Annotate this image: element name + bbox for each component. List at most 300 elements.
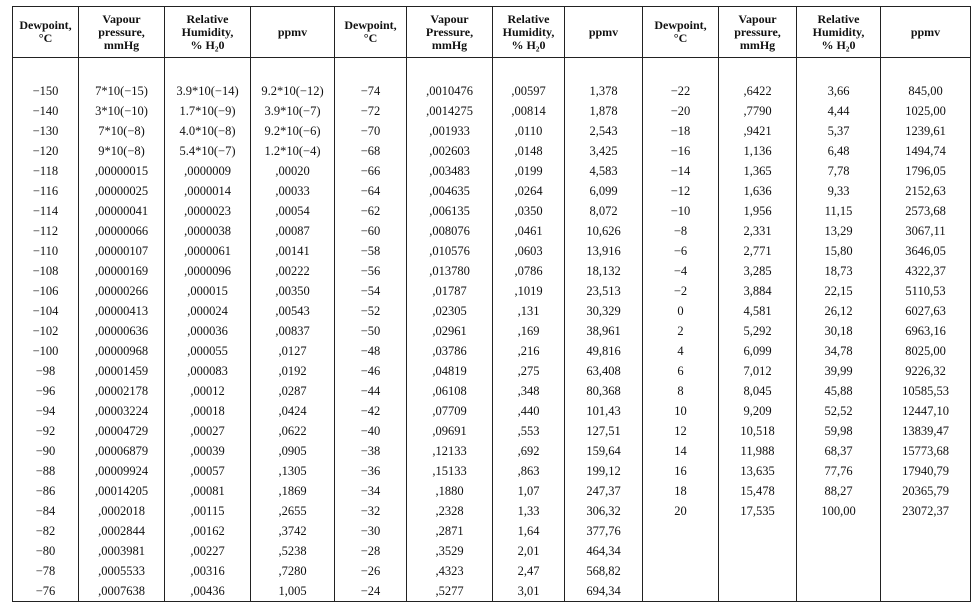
- vapour-pressure-cell: 8,045: [719, 381, 797, 401]
- vapour-pressure-cell: ,010576: [407, 241, 493, 261]
- dewpoint-cell: −6: [643, 241, 719, 261]
- ppmv-cell: 4322,37: [881, 261, 971, 281]
- relative-humidity-cell: ,216: [493, 341, 565, 361]
- dewpoint-cell: −46: [335, 361, 407, 381]
- relative-humidity-cell: 9,33: [797, 181, 881, 201]
- ppmv-cell: ,7280: [251, 561, 335, 581]
- dewpoint-cell: −98: [13, 361, 79, 381]
- dewpoint-cell: −84: [13, 501, 79, 521]
- dewpoint-cell: −116: [13, 181, 79, 201]
- vapour-pressure-cell: [719, 521, 797, 541]
- dewpoint-cell: −52: [335, 301, 407, 321]
- relative-humidity-cell: ,0461: [493, 221, 565, 241]
- header-dewpoint: Dewpoint, °C: [335, 7, 407, 58]
- table-row: [13, 541, 971, 561]
- relative-humidity-cell: 34,78: [797, 341, 881, 361]
- ppmv-cell: 306,32: [565, 501, 643, 521]
- vapour-pressure-cell: ,5277: [407, 581, 493, 602]
- table-row: [13, 461, 971, 481]
- vapour-pressure-cell: ,00000636: [79, 321, 165, 341]
- spacer-cell: [165, 58, 251, 82]
- relative-humidity-cell: [797, 541, 881, 561]
- relative-humidity-cell: 1,33: [493, 501, 565, 521]
- relative-humidity-cell: ,553: [493, 421, 565, 441]
- vapour-pressure-cell: ,0005533: [79, 561, 165, 581]
- vapour-pressure-cell: 2,331: [719, 221, 797, 241]
- relative-humidity-cell: ,0350: [493, 201, 565, 221]
- ppmv-cell: ,00033: [251, 181, 335, 201]
- relative-humidity-cell: ,00115: [165, 501, 251, 521]
- relative-humidity-cell: ,0199: [493, 161, 565, 181]
- relative-humidity-cell: ,0110: [493, 121, 565, 141]
- ppmv-cell: 1.2*10(−4): [251, 141, 335, 161]
- ppmv-cell: 1494,74: [881, 141, 971, 161]
- header-vapour-pressure: Vapour pressure, mmHg: [719, 7, 797, 58]
- ppmv-cell: 6,099: [565, 181, 643, 201]
- table-body: [13, 58, 971, 602]
- vapour-pressure-cell: ,00000015: [79, 161, 165, 181]
- dewpoint-cell: [643, 521, 719, 541]
- ppmv-cell: 10585,53: [881, 381, 971, 401]
- ppmv-cell: 568,82: [565, 561, 643, 581]
- vapour-pressure-cell: ,07709: [407, 401, 493, 421]
- relative-humidity-cell: ,00057: [165, 461, 251, 481]
- vapour-pressure-cell: ,02305: [407, 301, 493, 321]
- dewpoint-cell: 18: [643, 481, 719, 501]
- vapour-pressure-cell: [719, 581, 797, 602]
- dewpoint-cell: −62: [335, 201, 407, 221]
- table-row: [13, 101, 971, 121]
- table-row: [13, 521, 971, 541]
- vapour-pressure-cell: ,002603: [407, 141, 493, 161]
- vapour-pressure-cell: ,03786: [407, 341, 493, 361]
- vapour-pressure-cell: ,00000968: [79, 341, 165, 361]
- relative-humidity-cell: ,275: [493, 361, 565, 381]
- dewpoint-cell: 14: [643, 441, 719, 461]
- relative-humidity-cell: ,0000023: [165, 201, 251, 221]
- dewpoint-cell: −66: [335, 161, 407, 181]
- vapour-pressure-cell: ,008076: [407, 221, 493, 241]
- relative-humidity-cell: ,0603: [493, 241, 565, 261]
- dewpoint-cell: −68: [335, 141, 407, 161]
- dewpoint-cell: −12: [643, 181, 719, 201]
- vapour-pressure-cell: ,00000107: [79, 241, 165, 261]
- spacer-row: [13, 58, 971, 82]
- vapour-pressure-cell: ,9421: [719, 121, 797, 141]
- relative-humidity-cell: 11,15: [797, 201, 881, 221]
- ppmv-cell: 20365,79: [881, 481, 971, 501]
- table-row: [13, 301, 971, 321]
- vapour-pressure-cell: ,00003224: [79, 401, 165, 421]
- relative-humidity-cell: ,000015: [165, 281, 251, 301]
- vapour-pressure-cell: ,0003981: [79, 541, 165, 561]
- table-row: [13, 281, 971, 301]
- dewpoint-cell: 0: [643, 301, 719, 321]
- ppmv-cell: 80,368: [565, 381, 643, 401]
- vapour-pressure-cell: ,00001459: [79, 361, 165, 381]
- dewpoint-cell: 10: [643, 401, 719, 421]
- dewpoint-cell: −60: [335, 221, 407, 241]
- header-relative-humidity: Relative Humidity, % H₂0: [165, 7, 251, 58]
- ppmv-cell: 38,961: [565, 321, 643, 341]
- relative-humidity-cell: 2,47: [493, 561, 565, 581]
- dewpoint-cell: [643, 541, 719, 561]
- dewpoint-cell: −150: [13, 81, 79, 101]
- vapour-pressure-cell: ,00000066: [79, 221, 165, 241]
- vapour-pressure-cell: ,00006879: [79, 441, 165, 461]
- dewpoint-cell: −58: [335, 241, 407, 261]
- vapour-pressure-cell: ,01787: [407, 281, 493, 301]
- ppmv-cell: 845,00: [881, 81, 971, 101]
- relative-humidity-cell: ,00436: [165, 581, 251, 602]
- ppmv-cell: 30,329: [565, 301, 643, 321]
- ppmv-cell: 9.2*10(−12): [251, 81, 335, 101]
- table-row: [13, 341, 971, 361]
- dewpoint-cell: −94: [13, 401, 79, 421]
- relative-humidity-cell: 5,37: [797, 121, 881, 141]
- spacer-cell: [719, 58, 797, 82]
- dewpoint-cell: −20: [643, 101, 719, 121]
- relative-humidity-cell: ,0000009: [165, 161, 251, 181]
- vapour-pressure-cell: ,00000169: [79, 261, 165, 281]
- table-row: [13, 561, 971, 581]
- ppmv-cell: ,00141: [251, 241, 335, 261]
- relative-humidity-cell: ,692: [493, 441, 565, 461]
- vapour-pressure-cell: ,15133: [407, 461, 493, 481]
- table-row: [13, 321, 971, 341]
- ppmv-cell: ,0127: [251, 341, 335, 361]
- relative-humidity-cell: 4,44: [797, 101, 881, 121]
- ppmv-cell: 1,878: [565, 101, 643, 121]
- dewpoint-cell: −56: [335, 261, 407, 281]
- dewpoint-cell: −42: [335, 401, 407, 421]
- relative-humidity-cell: ,0786: [493, 261, 565, 281]
- vapour-pressure-cell: 15,478: [719, 481, 797, 501]
- ppmv-cell: [881, 581, 971, 602]
- header-relative-humidity: Relative Humidity, % H₂0: [493, 7, 565, 58]
- dewpoint-cell: −104: [13, 301, 79, 321]
- vapour-pressure-cell: ,003483: [407, 161, 493, 181]
- relative-humidity-cell: 6,48: [797, 141, 881, 161]
- dewpoint-cell: −86: [13, 481, 79, 501]
- dewpoint-cell: 2: [643, 321, 719, 341]
- vapour-pressure-cell: 9,209: [719, 401, 797, 421]
- header-ppmv: ppmv: [881, 7, 971, 58]
- dewpoint-cell: −96: [13, 381, 79, 401]
- vapour-pressure-cell: ,09691: [407, 421, 493, 441]
- ppmv-cell: 17940,79: [881, 461, 971, 481]
- relative-humidity-cell: ,131: [493, 301, 565, 321]
- dewpoint-cell: 12: [643, 421, 719, 441]
- dewpoint-cell: −8: [643, 221, 719, 241]
- vapour-pressure-cell: ,0002018: [79, 501, 165, 521]
- vapour-pressure-cell: 4,581: [719, 301, 797, 321]
- relative-humidity-cell: 1,07: [493, 481, 565, 501]
- ppmv-cell: 694,34: [565, 581, 643, 602]
- dewpoint-cell: −72: [335, 101, 407, 121]
- relative-humidity-cell: ,00039: [165, 441, 251, 461]
- relative-humidity-cell: ,00814: [493, 101, 565, 121]
- ppmv-cell: [881, 541, 971, 561]
- vapour-pressure-cell: [719, 561, 797, 581]
- dewpoint-cell: −70: [335, 121, 407, 141]
- dewpoint-cell: 6: [643, 361, 719, 381]
- vapour-pressure-cell: ,001933: [407, 121, 493, 141]
- vapour-pressure-cell: 5,292: [719, 321, 797, 341]
- dewpoint-cell: −54: [335, 281, 407, 301]
- dewpoint-cell: −140: [13, 101, 79, 121]
- vapour-pressure-cell: ,013780: [407, 261, 493, 281]
- relative-humidity-cell: [797, 521, 881, 541]
- ppmv-cell: 1796,05: [881, 161, 971, 181]
- ppmv-cell: ,0424: [251, 401, 335, 421]
- ppmv-cell: 3067,11: [881, 221, 971, 241]
- relative-humidity-cell: 5.4*10(−7): [165, 141, 251, 161]
- ppmv-cell: ,00054: [251, 201, 335, 221]
- vapour-pressure-cell: ,006135: [407, 201, 493, 221]
- relative-humidity-cell: ,000055: [165, 341, 251, 361]
- vapour-pressure-cell: ,1880: [407, 481, 493, 501]
- dewpoint-cell: −82: [13, 521, 79, 541]
- dewpoint-cell: −64: [335, 181, 407, 201]
- ppmv-cell: 101,43: [565, 401, 643, 421]
- vapour-pressure-cell: 6,099: [719, 341, 797, 361]
- vapour-pressure-cell: 11,988: [719, 441, 797, 461]
- dewpoint-cell: −78: [13, 561, 79, 581]
- ppmv-cell: 1,005: [251, 581, 335, 602]
- vapour-pressure-cell: ,00002178: [79, 381, 165, 401]
- vapour-pressure-cell: ,004635: [407, 181, 493, 201]
- relative-humidity-cell: ,0000038: [165, 221, 251, 241]
- dewpoint-cell: −22: [643, 81, 719, 101]
- table-row: [13, 241, 971, 261]
- spacer-cell: [881, 58, 971, 82]
- relative-humidity-cell: ,00162: [165, 521, 251, 541]
- ppmv-cell: 15773,68: [881, 441, 971, 461]
- dewpoint-cell: −106: [13, 281, 79, 301]
- vapour-pressure-cell: 1,636: [719, 181, 797, 201]
- ppmv-cell: 63,408: [565, 361, 643, 381]
- relative-humidity-cell: 1,64: [493, 521, 565, 541]
- dewpoint-cell: −76: [13, 581, 79, 602]
- spacer-cell: [335, 58, 407, 82]
- ppmv-cell: 2573,68: [881, 201, 971, 221]
- dewpoint-cell: [643, 561, 719, 581]
- ppmv-cell: 6027,63: [881, 301, 971, 321]
- ppmv-cell: 13839,47: [881, 421, 971, 441]
- table-row: [13, 441, 971, 461]
- header-vapour-pressure: Vapour Pressure, mmHg: [407, 7, 493, 58]
- ppmv-cell: 2,543: [565, 121, 643, 141]
- ppmv-cell: ,0192: [251, 361, 335, 381]
- header-row: [13, 7, 971, 58]
- vapour-pressure-cell: 3,285: [719, 261, 797, 281]
- relative-humidity-cell: 45,88: [797, 381, 881, 401]
- ppmv-cell: 8025,00: [881, 341, 971, 361]
- ppmv-cell: ,00350: [251, 281, 335, 301]
- relative-humidity-cell: 13,29: [797, 221, 881, 241]
- ppmv-cell: [881, 561, 971, 581]
- relative-humidity-cell: ,000083: [165, 361, 251, 381]
- dewpoint-cell: −24: [335, 581, 407, 602]
- dewpoint-cell: −90: [13, 441, 79, 461]
- vapour-pressure-cell: 13,635: [719, 461, 797, 481]
- relative-humidity-cell: ,00027: [165, 421, 251, 441]
- table-row: [13, 361, 971, 381]
- relative-humidity-cell: 3,01: [493, 581, 565, 602]
- relative-humidity-cell: ,0000061: [165, 241, 251, 261]
- relative-humidity-cell: 1.7*10(−9): [165, 101, 251, 121]
- ppmv-cell: 23,513: [565, 281, 643, 301]
- dewpoint-cell: −40: [335, 421, 407, 441]
- ppmv-cell: 13,916: [565, 241, 643, 261]
- dewpoint-cell: −88: [13, 461, 79, 481]
- relative-humidity-cell: ,0000014: [165, 181, 251, 201]
- ppmv-cell: 3,425: [565, 141, 643, 161]
- dewpoint-cell: −130: [13, 121, 79, 141]
- header-dewpoint: Dewpoint, °C: [13, 7, 79, 58]
- vapour-pressure-cell: 1,365: [719, 161, 797, 181]
- ppmv-cell: [881, 521, 971, 541]
- spacer-cell: [565, 58, 643, 82]
- ppmv-cell: 12447,10: [881, 401, 971, 421]
- vapour-pressure-cell: ,04819: [407, 361, 493, 381]
- ppmv-cell: ,1869: [251, 481, 335, 501]
- dewpoint-cell: 20: [643, 501, 719, 521]
- ppmv-cell: ,0622: [251, 421, 335, 441]
- relative-humidity-cell: ,1019: [493, 281, 565, 301]
- header-vapour-pressure: Vapour pressure, mmHg: [79, 7, 165, 58]
- spacer-cell: [13, 58, 79, 82]
- relative-humidity-cell: 39,99: [797, 361, 881, 381]
- relative-humidity-cell: ,0264: [493, 181, 565, 201]
- spacer-cell: [493, 58, 565, 82]
- relative-humidity-cell: 88,27: [797, 481, 881, 501]
- relative-humidity-cell: 26,12: [797, 301, 881, 321]
- spacer-cell: [643, 58, 719, 82]
- vapour-pressure-cell: 9*10(−8): [79, 141, 165, 161]
- dewpoint-cell: −74: [335, 81, 407, 101]
- ppmv-cell: 6963,16: [881, 321, 971, 341]
- ppmv-cell: ,0905: [251, 441, 335, 461]
- ppmv-cell: ,5238: [251, 541, 335, 561]
- dewpoint-cell: −14: [643, 161, 719, 181]
- relative-humidity-cell: ,0000096: [165, 261, 251, 281]
- ppmv-cell: 2152,63: [881, 181, 971, 201]
- ppmv-cell: 9226,32: [881, 361, 971, 381]
- table-row: [13, 121, 971, 141]
- vapour-pressure-cell: ,0007638: [79, 581, 165, 602]
- relative-humidity-cell: 77,76: [797, 461, 881, 481]
- dewpoint-cell: −80: [13, 541, 79, 561]
- relative-humidity-cell: 18,73: [797, 261, 881, 281]
- vapour-pressure-cell: 1,956: [719, 201, 797, 221]
- spacer-cell: [797, 58, 881, 82]
- relative-humidity-cell: ,440: [493, 401, 565, 421]
- ppmv-cell: 199,12: [565, 461, 643, 481]
- ppmv-cell: ,1305: [251, 461, 335, 481]
- relative-humidity-cell: 68,37: [797, 441, 881, 461]
- ppmv-cell: 18,132: [565, 261, 643, 281]
- relative-humidity-cell: 100,00: [797, 501, 881, 521]
- relative-humidity-cell: ,00597: [493, 81, 565, 101]
- ppmv-cell: ,00543: [251, 301, 335, 321]
- dewpoint-cell: −34: [335, 481, 407, 501]
- table-row: [13, 141, 971, 161]
- ppmv-cell: 5110,53: [881, 281, 971, 301]
- dewpoint-cell: −112: [13, 221, 79, 241]
- vapour-pressure-cell: ,00000266: [79, 281, 165, 301]
- dewpoint-cell: 8: [643, 381, 719, 401]
- vapour-pressure-cell: ,00000413: [79, 301, 165, 321]
- header-dewpoint: Dewpoint, °C: [643, 7, 719, 58]
- dewpoint-cell: −44: [335, 381, 407, 401]
- vapour-pressure-cell: 1,136: [719, 141, 797, 161]
- table-row: [13, 181, 971, 201]
- relative-humidity-cell: 59,98: [797, 421, 881, 441]
- ppmv-cell: ,00222: [251, 261, 335, 281]
- ppmv-cell: 377,76: [565, 521, 643, 541]
- table-row: [13, 421, 971, 441]
- vapour-pressure-cell: ,6422: [719, 81, 797, 101]
- ppmv-cell: 9.2*10(−6): [251, 121, 335, 141]
- ppmv-cell: 1239,61: [881, 121, 971, 141]
- relative-humidity-cell: 22,15: [797, 281, 881, 301]
- dewpoint-cell: −4: [643, 261, 719, 281]
- dewpoint-cell: −28: [335, 541, 407, 561]
- dewpoint-cell: −120: [13, 141, 79, 161]
- relative-humidity-cell: 7,78: [797, 161, 881, 181]
- vapour-pressure-cell: ,2871: [407, 521, 493, 541]
- dewpoint-cell: −50: [335, 321, 407, 341]
- dewpoint-cell: −114: [13, 201, 79, 221]
- dewpoint-cell: −100: [13, 341, 79, 361]
- dewpoint-cell: −2: [643, 281, 719, 301]
- dewpoint-cell: −92: [13, 421, 79, 441]
- relative-humidity-cell: 15,80: [797, 241, 881, 261]
- spacer-cell: [251, 58, 335, 82]
- ppmv-cell: 10,626: [565, 221, 643, 241]
- vapour-pressure-cell: ,12133: [407, 441, 493, 461]
- dewpoint-table: [12, 6, 971, 602]
- dewpoint-cell: −16: [643, 141, 719, 161]
- relative-humidity-cell: ,00081: [165, 481, 251, 501]
- header-ppmv: ppmv: [251, 7, 335, 58]
- vapour-pressure-cell: ,2328: [407, 501, 493, 521]
- ppmv-cell: ,0287: [251, 381, 335, 401]
- dewpoint-cell: −36: [335, 461, 407, 481]
- table-row: [13, 501, 971, 521]
- vapour-pressure-cell: ,00004729: [79, 421, 165, 441]
- ppmv-cell: ,3742: [251, 521, 335, 541]
- ppmv-cell: 8,072: [565, 201, 643, 221]
- relative-humidity-cell: ,00227: [165, 541, 251, 561]
- dewpoint-cell: [643, 581, 719, 602]
- vapour-pressure-cell: ,00009924: [79, 461, 165, 481]
- vapour-pressure-cell: ,00000025: [79, 181, 165, 201]
- dewpoint-cell: −32: [335, 501, 407, 521]
- ppmv-cell: 4,583: [565, 161, 643, 181]
- relative-humidity-cell: ,00012: [165, 381, 251, 401]
- dewpoint-cell: −18: [643, 121, 719, 141]
- relative-humidity-cell: 4.0*10(−8): [165, 121, 251, 141]
- ppmv-cell: 3.9*10(−7): [251, 101, 335, 121]
- relative-humidity-cell: ,00316: [165, 561, 251, 581]
- header-relative-humidity: Relative Humidity, % H₂0: [797, 7, 881, 58]
- relative-humidity-cell: 3,66: [797, 81, 881, 101]
- vapour-pressure-cell: ,02961: [407, 321, 493, 341]
- vapour-pressure-cell: ,0002844: [79, 521, 165, 541]
